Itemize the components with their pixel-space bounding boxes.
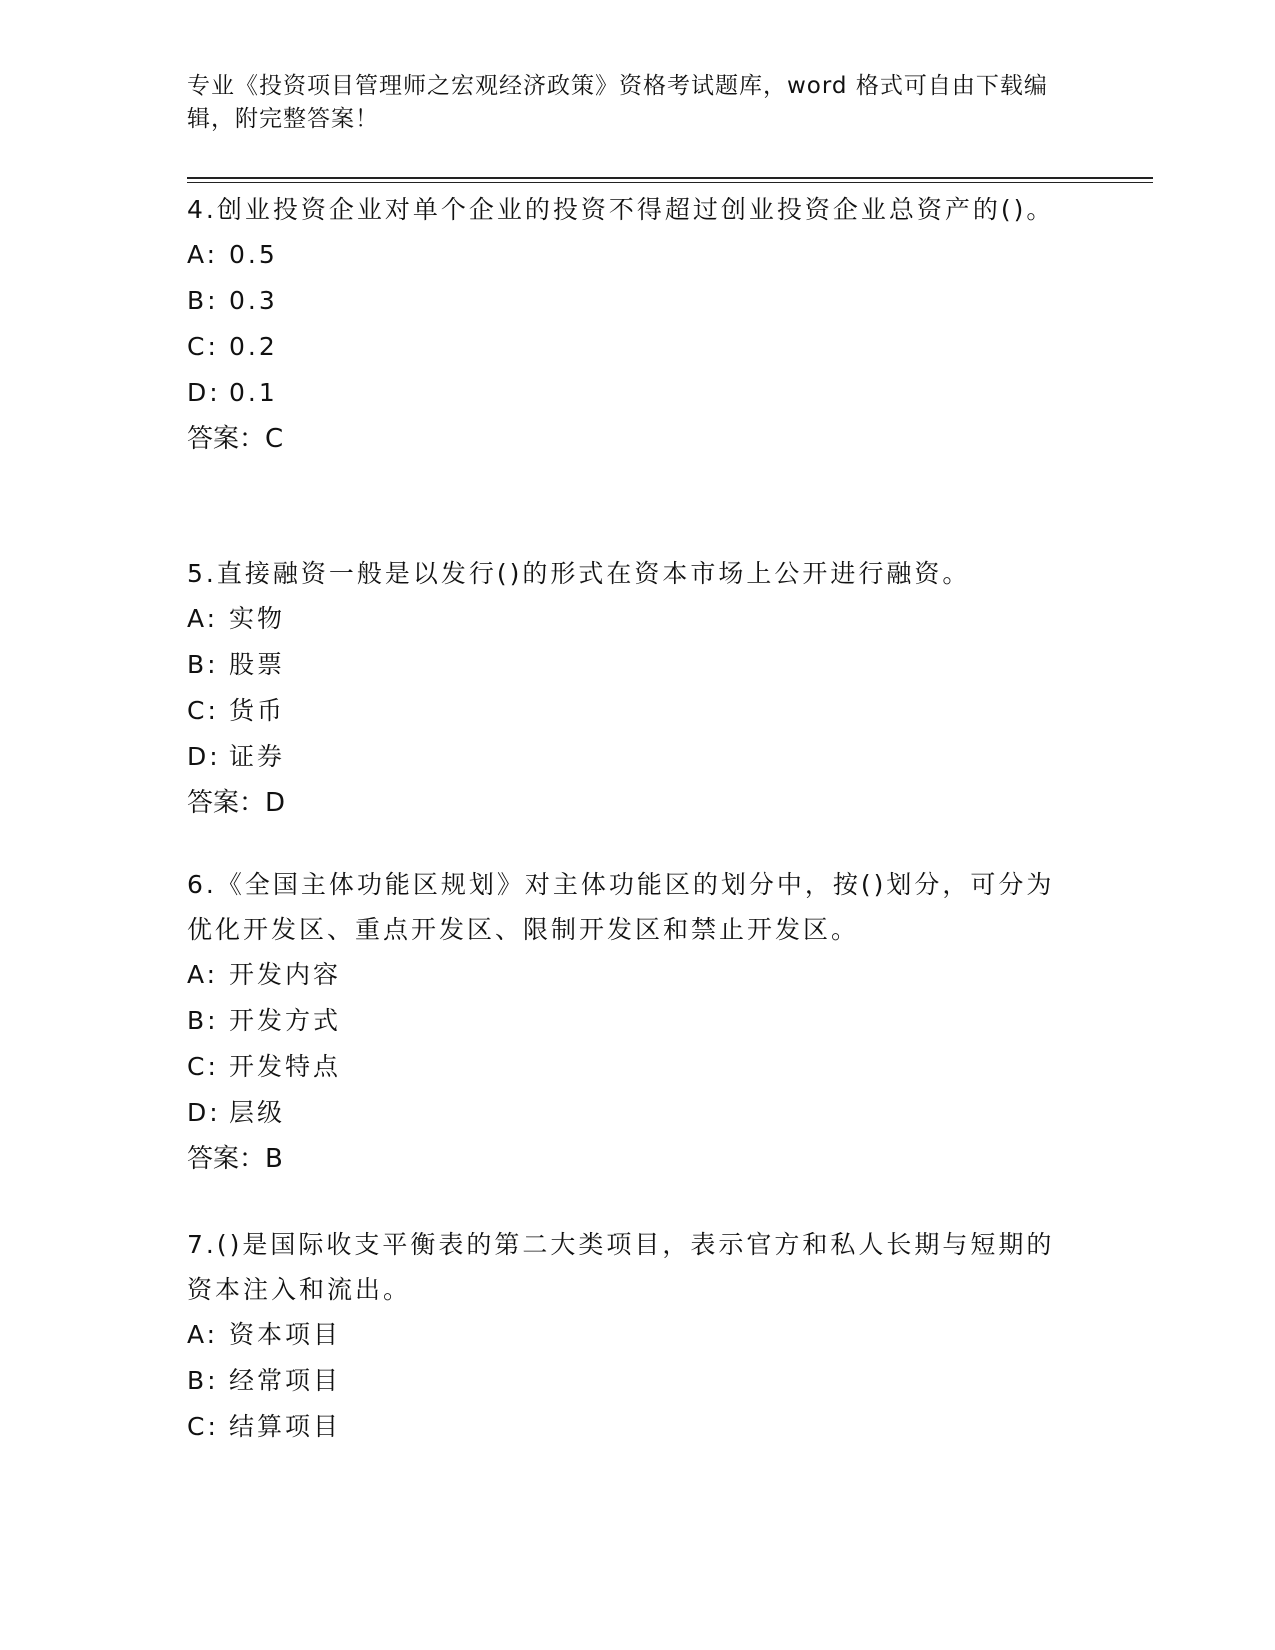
question-stem: 4.创业投资企业对单个企业的投资不得超过创业投资企业总资产的()。 <box>187 195 1055 224</box>
option-b <box>187 1358 1067 1404</box>
option-letter: B: <box>187 1366 219 1395</box>
option-c <box>187 324 1067 370</box>
option-text: 结算项目 <box>229 1412 342 1441</box>
option-a <box>187 1312 1067 1358</box>
option-text: 证券 <box>229 742 286 771</box>
option-text: 经常项目 <box>229 1366 342 1395</box>
option-text: 货币 <box>229 696 286 725</box>
option-text: 实物 <box>229 604 286 633</box>
option-a <box>187 232 1067 278</box>
option-d <box>187 1090 1067 1136</box>
option-letter: C: <box>187 332 219 361</box>
option-text: 0.5 <box>229 240 278 269</box>
document-header: 专业《投资项目管理师之宏观经济政策》资格考试题库，word 格式可自由下载编辑，附完整答案！ <box>187 73 1048 132</box>
option-letter: C: <box>187 1052 219 1081</box>
option-text: 资本项目 <box>229 1320 342 1349</box>
option-letter: D: <box>187 1098 221 1127</box>
option-letter: D: <box>187 378 221 407</box>
option-letter: C: <box>187 1412 219 1441</box>
option-c <box>187 1404 1067 1450</box>
option-text: 开发特点 <box>229 1052 342 1081</box>
option-text: 0.2 <box>229 332 278 361</box>
option-letter: B: <box>187 286 219 315</box>
question-4 <box>187 187 1067 462</box>
option-c <box>187 1044 1067 1090</box>
option-a <box>187 952 1067 998</box>
option-text: 0.1 <box>229 378 278 407</box>
option-text: 层级 <box>229 1098 286 1127</box>
option-letter: A: <box>187 960 219 989</box>
option-text: 股票 <box>229 650 286 679</box>
option-b <box>187 998 1067 1044</box>
option-text: 开发内容 <box>229 960 342 989</box>
option-letter: D: <box>187 742 221 771</box>
option-c <box>187 688 1067 734</box>
option-letter: B: <box>187 650 219 679</box>
option-b <box>187 642 1067 688</box>
question-5 <box>187 551 1067 826</box>
option-letter: A: <box>187 1320 219 1349</box>
answer: 答案：B <box>187 1144 283 1174</box>
option-letter: C: <box>187 696 219 725</box>
header-divider <box>187 177 1153 179</box>
option-d <box>187 370 1067 416</box>
question-stem: 6.《全国主体功能区规划》对主体功能区的划分中，按()划分，可分为优化开发区、重点开发区、限制开发区和禁止开发区。 <box>187 870 1055 944</box>
option-d <box>187 734 1067 780</box>
question-stem: 5.直接融资一般是以发行()的形式在资本市场上公开进行融资。 <box>187 559 971 588</box>
option-b <box>187 278 1067 324</box>
option-letter: A: <box>187 240 219 269</box>
question-stem: 7.()是国际收支平衡表的第二大类项目，表示官方和私人长期与短期的资本注入和流出。 <box>187 1230 1055 1304</box>
answer: 答案：D <box>187 788 286 818</box>
option-a <box>187 596 1067 642</box>
question-7 <box>187 1222 1067 1450</box>
question-6 <box>187 862 1067 1182</box>
option-text: 0.3 <box>229 286 278 315</box>
header-divider-thin <box>187 182 1153 183</box>
option-text: 开发方式 <box>229 1006 342 1035</box>
option-letter: B: <box>187 1006 219 1035</box>
answer: 答案：C <box>187 424 284 454</box>
option-letter: A: <box>187 604 219 633</box>
